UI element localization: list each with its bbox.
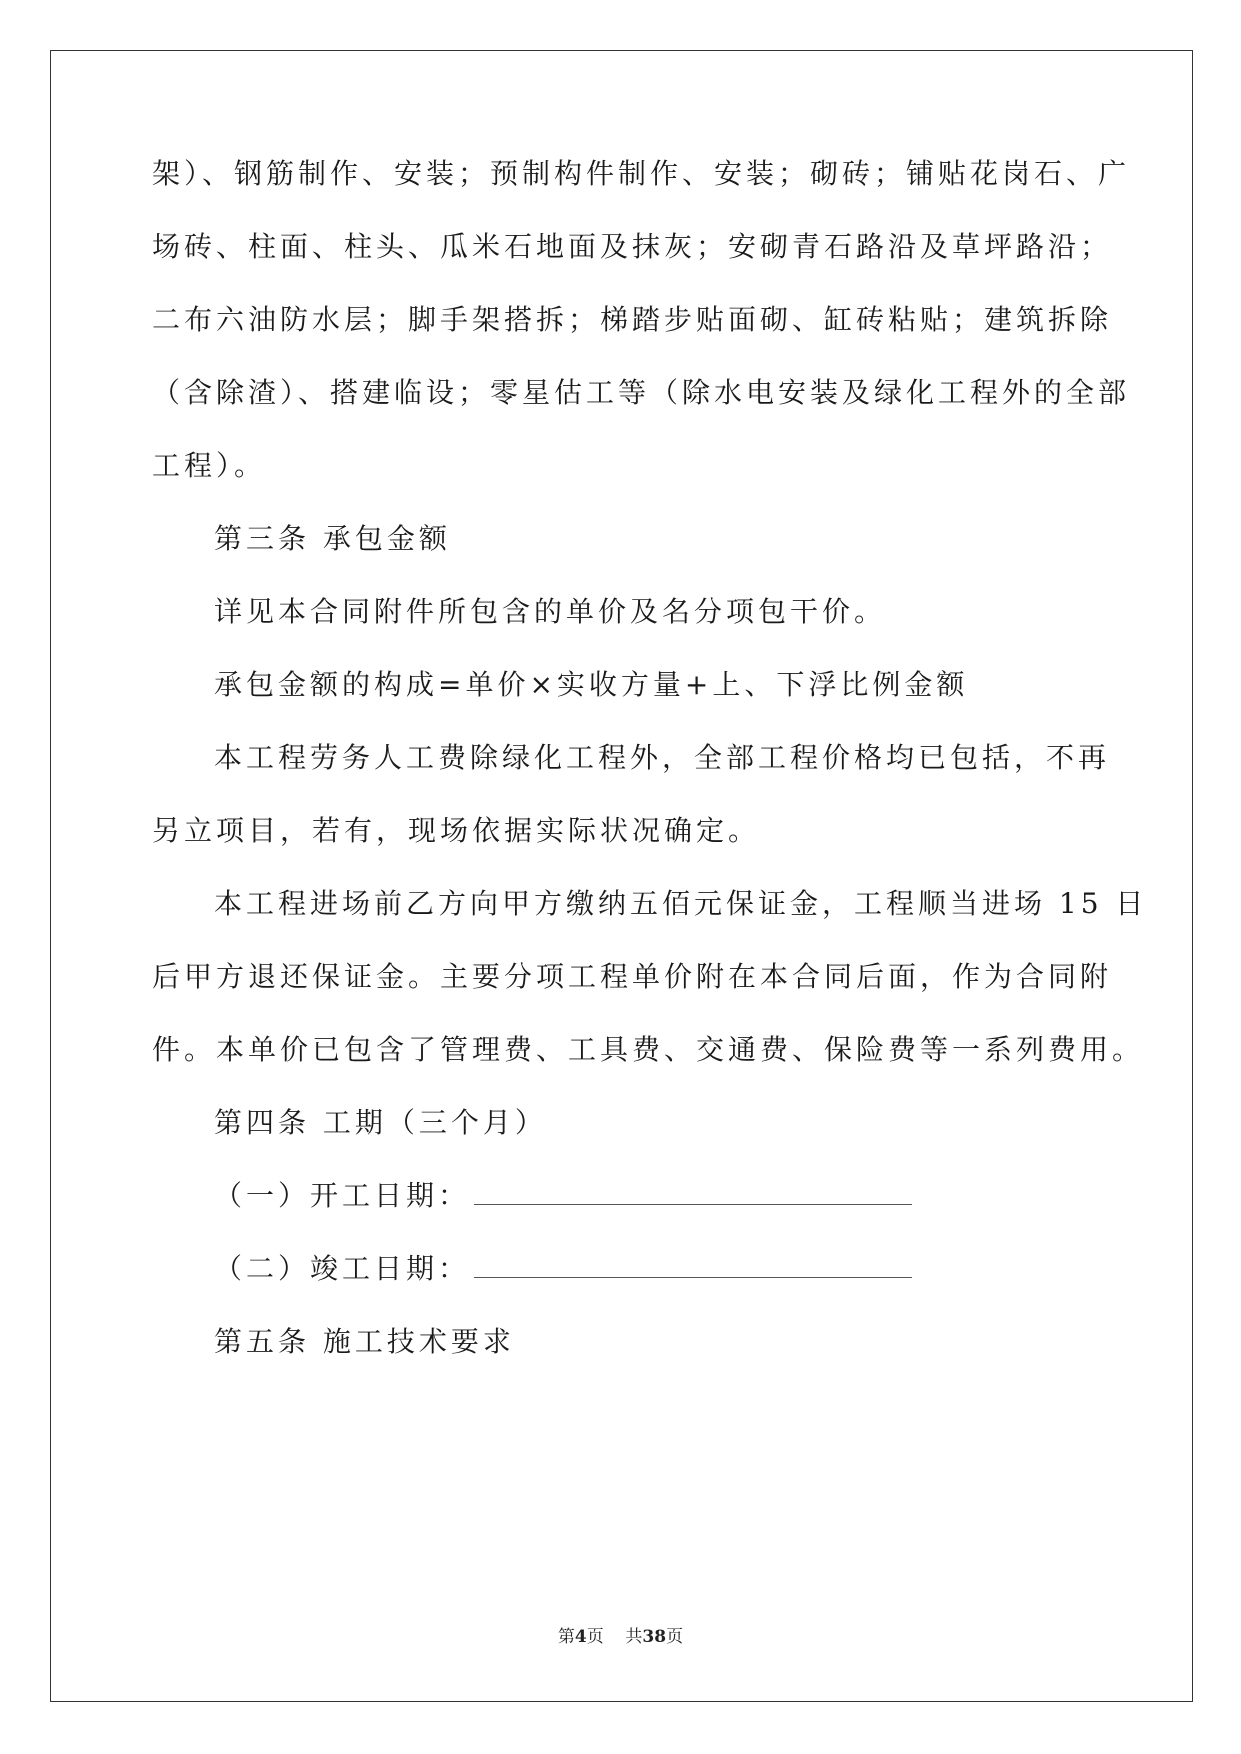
footer-page-suffix: 页 [586,1627,604,1647]
end-date-label: （二）竣工日期： [214,1252,471,1285]
section-heading-article-3: 第三条 承包金额 [214,522,451,555]
paragraph-line: （含除渣）、搭建临设；零星估工等（除水电安装及绿化工程外的全部 [152,376,1131,409]
footer-total-prefix: 共 [625,1627,643,1647]
page-footer [0,1622,1241,1647]
start-date-row [214,1176,912,1216]
paragraph-line: 承包金额的构成=单价×实收方量+上、下浮比例金额 [214,668,969,701]
section-heading-article-4: 第四条 工期（三个月） [214,1106,547,1139]
footer-prefix: 第 [557,1627,575,1647]
start-date-label: （一）开工日期： [214,1179,471,1212]
section-heading-article-5: 第五条 施工技术要求 [214,1325,515,1358]
paragraph-line: 本工程劳务人工费除绿化工程外，全部工程价格均已包括，不再 [214,741,1111,774]
paragraph-line: 后甲方退还保证金。主要分项工程单价附在本合同后面，作为合同附 [152,960,1113,993]
paragraph-line: 二布六油防水层；脚手架搭拆；梯踏步贴面砌、缸砖粘贴；建筑拆除 [152,303,1113,336]
paragraph-line: 本工程进场前乙方向甲方缴纳五佰元保证金，工程顺当进场 15 日 [214,887,1148,920]
footer-total-suffix: 页 [666,1627,684,1647]
end-date-row [214,1249,912,1289]
paragraph-line: 工程）。 [152,449,267,482]
paragraph-line: 架）、钢筋制作、安装；预制构件制作、安装；砌砖；铺贴花岗石、广 [152,157,1131,190]
footer-total-pages: 38 [642,1627,667,1647]
page-border [50,50,1193,1702]
start-date-blank [474,1178,912,1205]
paragraph-line: 详见本合同附件所包含的单价及名分项包干价。 [214,595,887,628]
paragraph-line: 另立项目，若有，现场依据实际状况确定。 [152,814,761,847]
end-date-blank [474,1251,912,1278]
footer-page-number: 4 [574,1627,587,1647]
paragraph-line: 件。本单价已包含了管理费、工具费、交通费、保险费等一系列费用。 [152,1033,1145,1066]
paragraph-line: 场砖、柱面、柱头、瓜米石地面及抹灰；安砌青石路沿及草坪路沿； [152,230,1113,263]
